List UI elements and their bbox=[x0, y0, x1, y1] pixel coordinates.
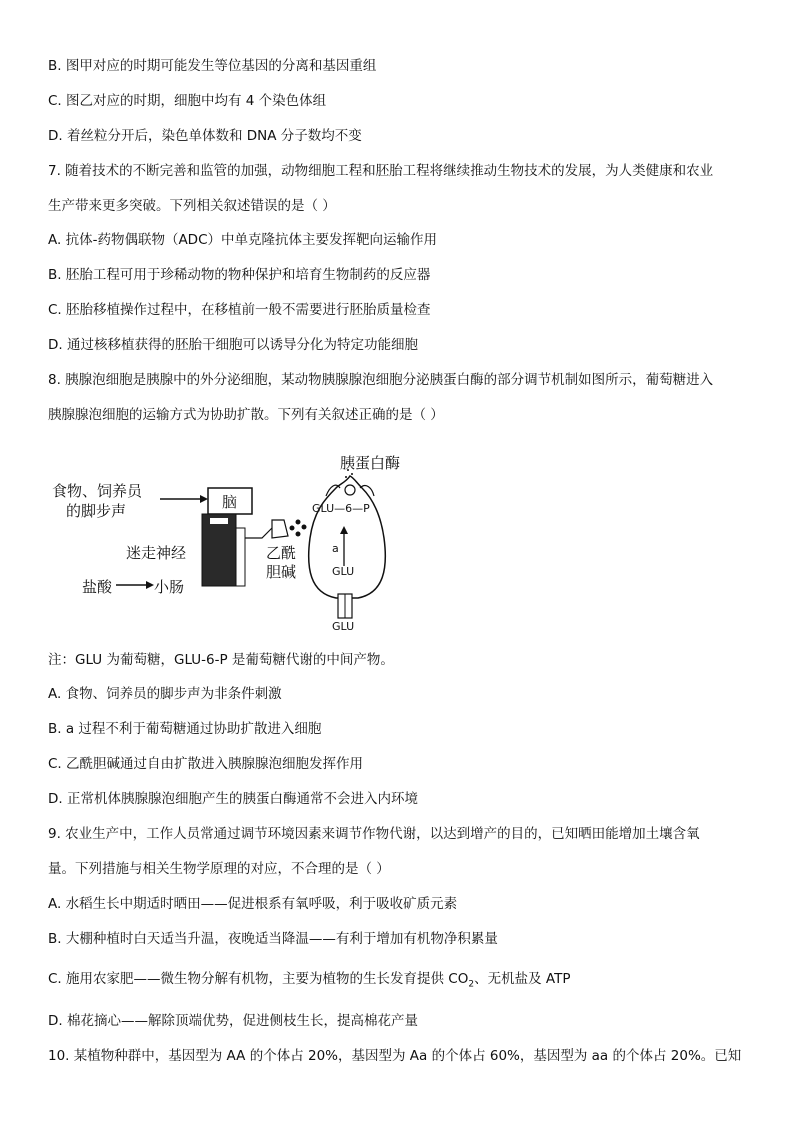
synaptic-terminal bbox=[272, 520, 288, 538]
q7-option-d: D. 通过核移植获得的胚胎干细胞可以诱导分化为特定功能细胞 bbox=[48, 337, 418, 353]
q7-option-a: A. 抗体-药物偶联物（ADC）中单克隆抗体主要发挥靶向运输作用 bbox=[48, 232, 438, 248]
acid-label: 盐酸 bbox=[82, 578, 113, 596]
q9-option-c-tail: 、无机盐及 ATP bbox=[474, 971, 571, 987]
q8-stem-line2: 胰腺腺泡细胞的运输方式为协助扩散。下列有关叙述正确的是（ ） bbox=[48, 407, 444, 423]
glu6p-label: GLU—6—P bbox=[312, 502, 370, 515]
q8-option-b: B. a 过程不利于葡萄糖通过协助扩散进入细胞 bbox=[48, 721, 322, 737]
co2-subscript: 2 bbox=[468, 979, 475, 990]
stimulus-label-line1: 食物、饲养员 bbox=[52, 482, 143, 500]
q7-option-b: B. 胚胎工程可用于珍稀动物的物种保护和培育生物制药的反应器 bbox=[48, 267, 431, 283]
arrowhead-acid bbox=[146, 581, 154, 589]
q6-option-c: C. 图乙对应的时期，细胞中均有 4 个染色体组 bbox=[48, 93, 327, 109]
vagus-nerve-bar bbox=[202, 514, 236, 586]
q9-option-c bbox=[48, 970, 570, 994]
q8-option-d: D. 正常机体胰腺腺泡细胞产生的胰蛋白酶通常不会进入内环境 bbox=[48, 791, 418, 807]
q7-stem-line2: 生产带来更多突破。下列相关叙述错误的是（ ） bbox=[48, 198, 336, 214]
ach-dot bbox=[296, 532, 301, 537]
enzyme-dot bbox=[345, 476, 347, 478]
ach-dot bbox=[296, 520, 301, 525]
regulation-diagram bbox=[40, 448, 400, 638]
q7-option-c: C. 胚胎移植操作过程中，在移植前一般不需要进行胚胎质量检查 bbox=[48, 302, 431, 318]
enzyme-dot bbox=[351, 473, 353, 475]
diagram-drawing bbox=[40, 448, 400, 638]
q8-option-a: A. 食物、饲养员的脚步声为非条件刺激 bbox=[48, 686, 282, 702]
q9-option-d: D. 棉花摘心——解除顶端优势，促进侧枝生长，提高棉花产量 bbox=[48, 1013, 418, 1029]
q7-stem-line1: 7. 随着技术的不断完善和监管的加强，动物细胞工程和胚胎工程将继续推动生物技术的发展，为人类健康和农业 bbox=[48, 163, 714, 179]
arrowhead-stimulus bbox=[200, 495, 208, 503]
stimulus-label-line2: 的脚步声 bbox=[66, 502, 127, 520]
glu-inside-label: GLU bbox=[332, 565, 355, 578]
q8-note: 注：GLU 为葡萄糖，GLU-6-P 是葡萄糖代谢的中间产物。 bbox=[48, 652, 394, 668]
intestine-label: 小肠 bbox=[154, 578, 185, 596]
ach-dot bbox=[290, 526, 295, 531]
ach-label-line2: 胆碱 bbox=[266, 563, 297, 581]
nerve-bar-highlight bbox=[210, 518, 228, 524]
q9-option-c-text: C. 施用农家肥——微生物分解有机物，主要为植物的生长发育提供 CO bbox=[48, 971, 469, 987]
q6-option-d: D. 着丝粒分开后，染色单体数和 DNA 分子数均不变 bbox=[48, 128, 362, 144]
q9-stem-line2: 量。下列措施与相关生物学原理的对应，不合理的是（ ） bbox=[48, 861, 390, 877]
nerve-to-ach bbox=[245, 528, 272, 538]
ach-dot bbox=[302, 525, 307, 530]
q9-stem-line1: 9. 农业生产中，工作人员常通过调节环境因素来调节作物代谢，以达到增产的目的，已知晒田能增加土壤含氧 bbox=[48, 826, 700, 842]
ach-label-line1: 乙酰 bbox=[266, 544, 297, 562]
q10-stem-line1: 10. 某植物种群中，基因型为 AA 的个体占 20%，基因型为 Aa 的个体占 60%，基因型为 aa 的个体占 20%。已知 bbox=[48, 1048, 742, 1064]
q8-option-c: C. 乙酰胆碱通过自由扩散进入胰腺腺泡细胞发挥作用 bbox=[48, 756, 364, 772]
q9-option-b: B. 大棚种植时白天适当升温，夜晚适当降温——有利于增加有机物净积累量 bbox=[48, 931, 498, 947]
glu-outside-label: GLU bbox=[332, 620, 355, 633]
trypsin-label: 胰蛋白酶 bbox=[340, 454, 401, 472]
secretory-vesicle bbox=[345, 485, 355, 495]
q8-stem-line1: 8. 胰腺泡细胞是胰腺中的外分泌细胞，某动物胰腺腺泡细胞分泌胰蛋白酶的部分调节机制如图所示，葡萄糖进入 bbox=[48, 372, 714, 388]
process-a-label: a bbox=[332, 542, 339, 555]
brain-label: 脑 bbox=[222, 493, 238, 511]
q9-option-a: A. 水稻生长中期适时晒田——促进根系有氧呼吸，利于吸收矿质元素 bbox=[48, 896, 458, 912]
q6-option-b: B. 图甲对应的时期可能发生等位基因的分离和基因重组 bbox=[48, 58, 377, 74]
vagus-nerve-label: 迷走神经 bbox=[126, 544, 187, 562]
